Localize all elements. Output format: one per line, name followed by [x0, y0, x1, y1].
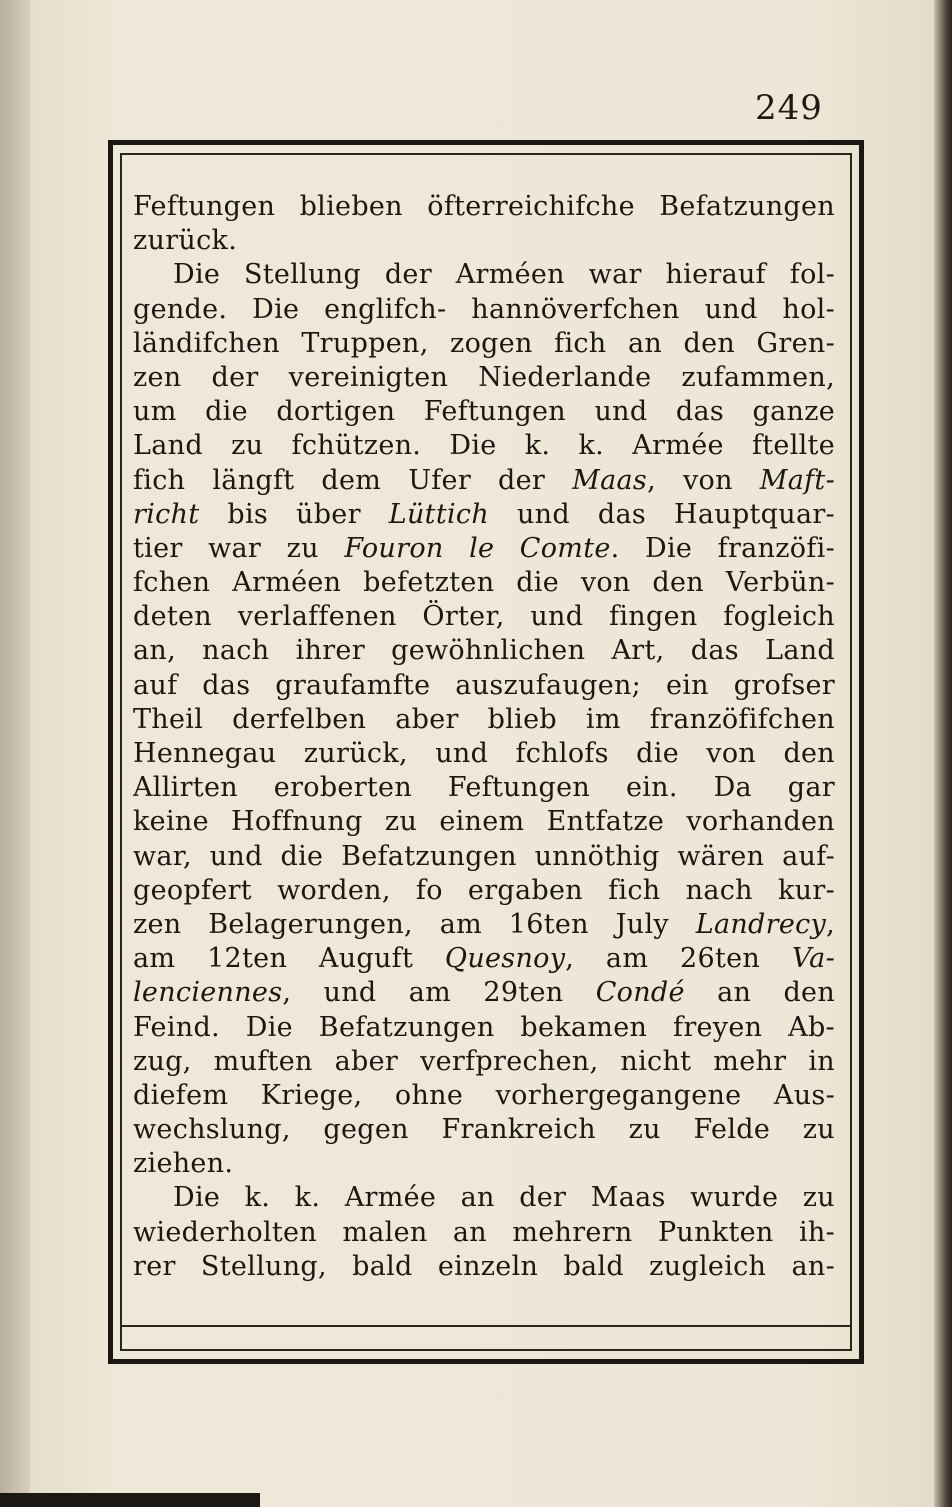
text-line: Die k. k. Armée an der Maas wurde zu	[173, 1182, 835, 1214]
text-line: lenciennes, und am 29ten Condé an den	[133, 977, 835, 1009]
text-line: gende. Die englifch- hannöverfchen und hol-	[133, 293, 835, 325]
text-line: Feftungen blieben öfterreichifche Befatzungen	[133, 191, 835, 222]
text-line: diefem Kriege, ohne vorhergegangene Aus-	[133, 1079, 835, 1111]
text-line: Die Stellung der Arméen war hierauf fol-	[173, 259, 835, 291]
text-line: ländifchen Truppen, zogen fich an den Gren-	[133, 327, 835, 359]
body-text	[133, 190, 835, 1284]
text-line: Theil derfelben aber blieb im franzöfifchen	[133, 703, 835, 735]
text-line: war, und die Befatzungen unnöthig wären auf-	[133, 840, 835, 872]
text-line: an, nach ihrer gewöhnlichen Art, das Land	[133, 635, 835, 667]
text-line: um die dortigen Feftungen und das ganze	[133, 396, 835, 428]
page-right-edge	[934, 0, 952, 1507]
text-line: Hennegau zurück, und fchlofs die von den	[133, 738, 835, 769]
bottom-rule	[122, 1325, 850, 1327]
text-line: fchen Arméen befetzten die von den Verbün-	[133, 567, 835, 599]
text-line: zen Belagerungen, am 16ten July Landrecy,	[133, 908, 835, 940]
text-line: zen der vereinigten Niederlande zufammen,	[133, 361, 835, 393]
text-line: wechslung, gegen Frankreich zu Felde zu	[133, 1114, 835, 1146]
page-gutter-shadow	[0, 0, 30, 1507]
text-line: fich längft dem Ufer der Maas, von Maft-	[133, 464, 835, 496]
text-line: auf das graufamfte auszufaugen; ein grofser	[133, 669, 835, 701]
page-number: 249	[755, 88, 823, 128]
text-line: keine Hoffnung zu einem Entfatze vorhanden	[133, 806, 835, 838]
text-line: ziehen.	[133, 1148, 234, 1180]
text-line: am 12ten Auguft Quesnoy, am 26ten Va-	[133, 943, 835, 975]
text-line: rer Stellung, bald einzeln bald zugleich an-	[133, 1250, 835, 1282]
text-line: Allirten eroberten Feftungen ein. Da gar	[133, 772, 835, 804]
text-line: wiederholten malen an mehrern Punkten ih-	[133, 1216, 835, 1248]
text-line: zurück.	[133, 225, 238, 257]
text-line: richt bis über Lüttich und das Hauptquar-	[133, 498, 835, 530]
page-bottom-edge	[0, 1493, 260, 1507]
text-line: deten verlaffenen Örter, und fingen fogleich	[133, 601, 835, 633]
text-line: tier war zu Fouron le Comte. Die franzöfi-	[133, 532, 835, 564]
text-line: zug, muften aber verfprechen, nicht mehr in	[133, 1045, 835, 1077]
text-line: Feind. Die Befatzungen bekamen freyen Ab-	[133, 1011, 835, 1043]
text-line: Land zu fchützen. Die k. k. Armée ftellte	[133, 430, 835, 462]
text-line: geopfert worden, fo ergaben fich nach kur-	[133, 874, 835, 906]
